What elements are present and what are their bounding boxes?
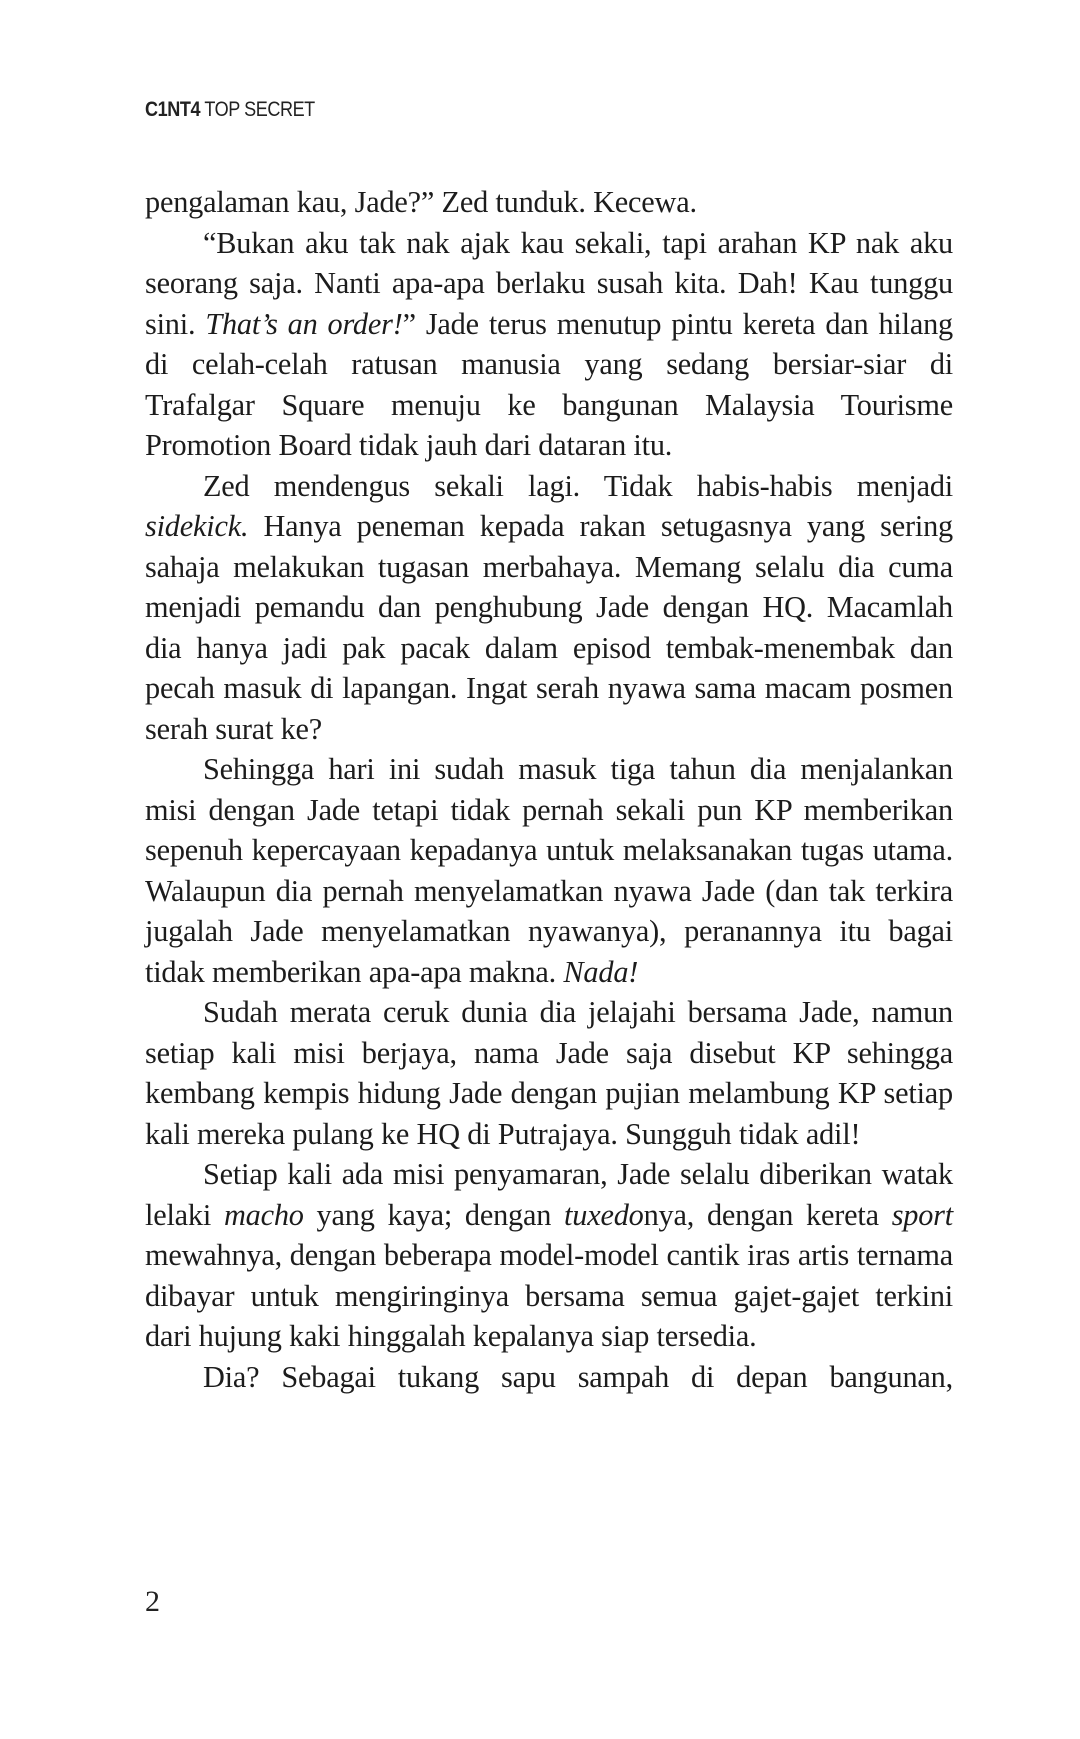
paragraph-1 <box>145 182 953 223</box>
paragraph-2 <box>145 223 953 466</box>
italic-run: Nada! <box>563 954 639 989</box>
text-run: Zed mendengus sekali lagi. Tidak habis-habis menjadi <box>203 468 953 503</box>
italic-run: sport <box>891 1197 953 1232</box>
body-text <box>145 182 953 1397</box>
text-run: Setiap kali ada misi penyamaran, Jade selalu diberikan watak lelaki <box>145 1157 953 1232</box>
text-run: pengalaman kau, Jade?” Zed tunduk. Kecewa. <box>145 185 697 219</box>
running-header <box>145 98 315 122</box>
book-title: TOP SECRET <box>204 98 315 121</box>
italic-run: tuxedo <box>564 1197 644 1232</box>
italic-run: That’s an order! <box>205 306 403 341</box>
italic-run: macho <box>223 1197 304 1232</box>
paragraph-5 <box>145 992 953 1154</box>
text-run: yang kaya; dengan <box>303 1197 565 1232</box>
italic-run: sidekick. <box>145 509 249 543</box>
text-run: mewahnya, dengan beberapa model-model cantik iras artis ternama dibayar untuk mengiringinya bersama semua gajet-gajet terkini dari hujung kaki hinggalah kepalanya siap tersedia. <box>145 1238 953 1353</box>
text-run: nya, dengan kereta <box>643 1197 892 1232</box>
series-name: C1NT4 <box>145 98 201 121</box>
paragraph-6 <box>145 1154 953 1357</box>
text-run: Hanya peneman kepada rakan setugasnya yang sering sahaja melakukan tugasan merbahaya. Memang selalu dia cuma menjadi pemandu dan penghubung Jade dengan HQ. Macamlah dia hanya jadi pak pacak dalam episod tembak-menembak dan pecah masuk di lapangan. Ingat serah nyawa sama macam posmen serah surat ke? <box>145 509 953 746</box>
paragraph-3 <box>145 466 953 750</box>
page-number: 2 <box>145 1585 160 1618</box>
text-run: ” Jade terus menutup pintu kereta dan hilang di celah-celah ratusan manusia yang sedang bersiar-siar di Trafalgar Square menuju ke bangunan Malaysia Tourisme Promotion Board tidak jauh dari dataran itu. <box>145 306 953 462</box>
text-run: Sehingga hari ini sudah masuk tiga tahun dia menjalankan misi dengan Jade tetapi tidak pernah sekali pun KP memberikan sepenuh kepercayaan kepadanya untuk melaksanakan tugas utama. Walaupun dia pernah menyelamatkan nyawa Jade (dan tak terkira jugalah Jade menyelamatkan nyawanya), peranannya itu bagai tidak memberikan apa-apa makna. <box>145 752 953 989</box>
paragraph-7 <box>145 1357 953 1398</box>
text-run: Dia? Sebagai tukang sapu sampah di depan bangunan, <box>203 1359 953 1394</box>
text-run: “Bukan aku tak nak ajak kau sekali, tapi arahan KP nak aku seorang saja. Nanti apa-apa berlaku susah kita. Dah! Kau tunggu sini. <box>145 225 953 341</box>
paragraph-4 <box>145 749 953 992</box>
text-run: Sudah merata ceruk dunia dia jelajahi bersama Jade, namun setiap kali misi berjaya, nama Jade saja disebut KP sehingga kembang kempis hidung Jade dengan pujian melambung KP setiap kali mereka pulang ke HQ di Putrajaya. Sungguh tidak adil! <box>145 995 953 1151</box>
